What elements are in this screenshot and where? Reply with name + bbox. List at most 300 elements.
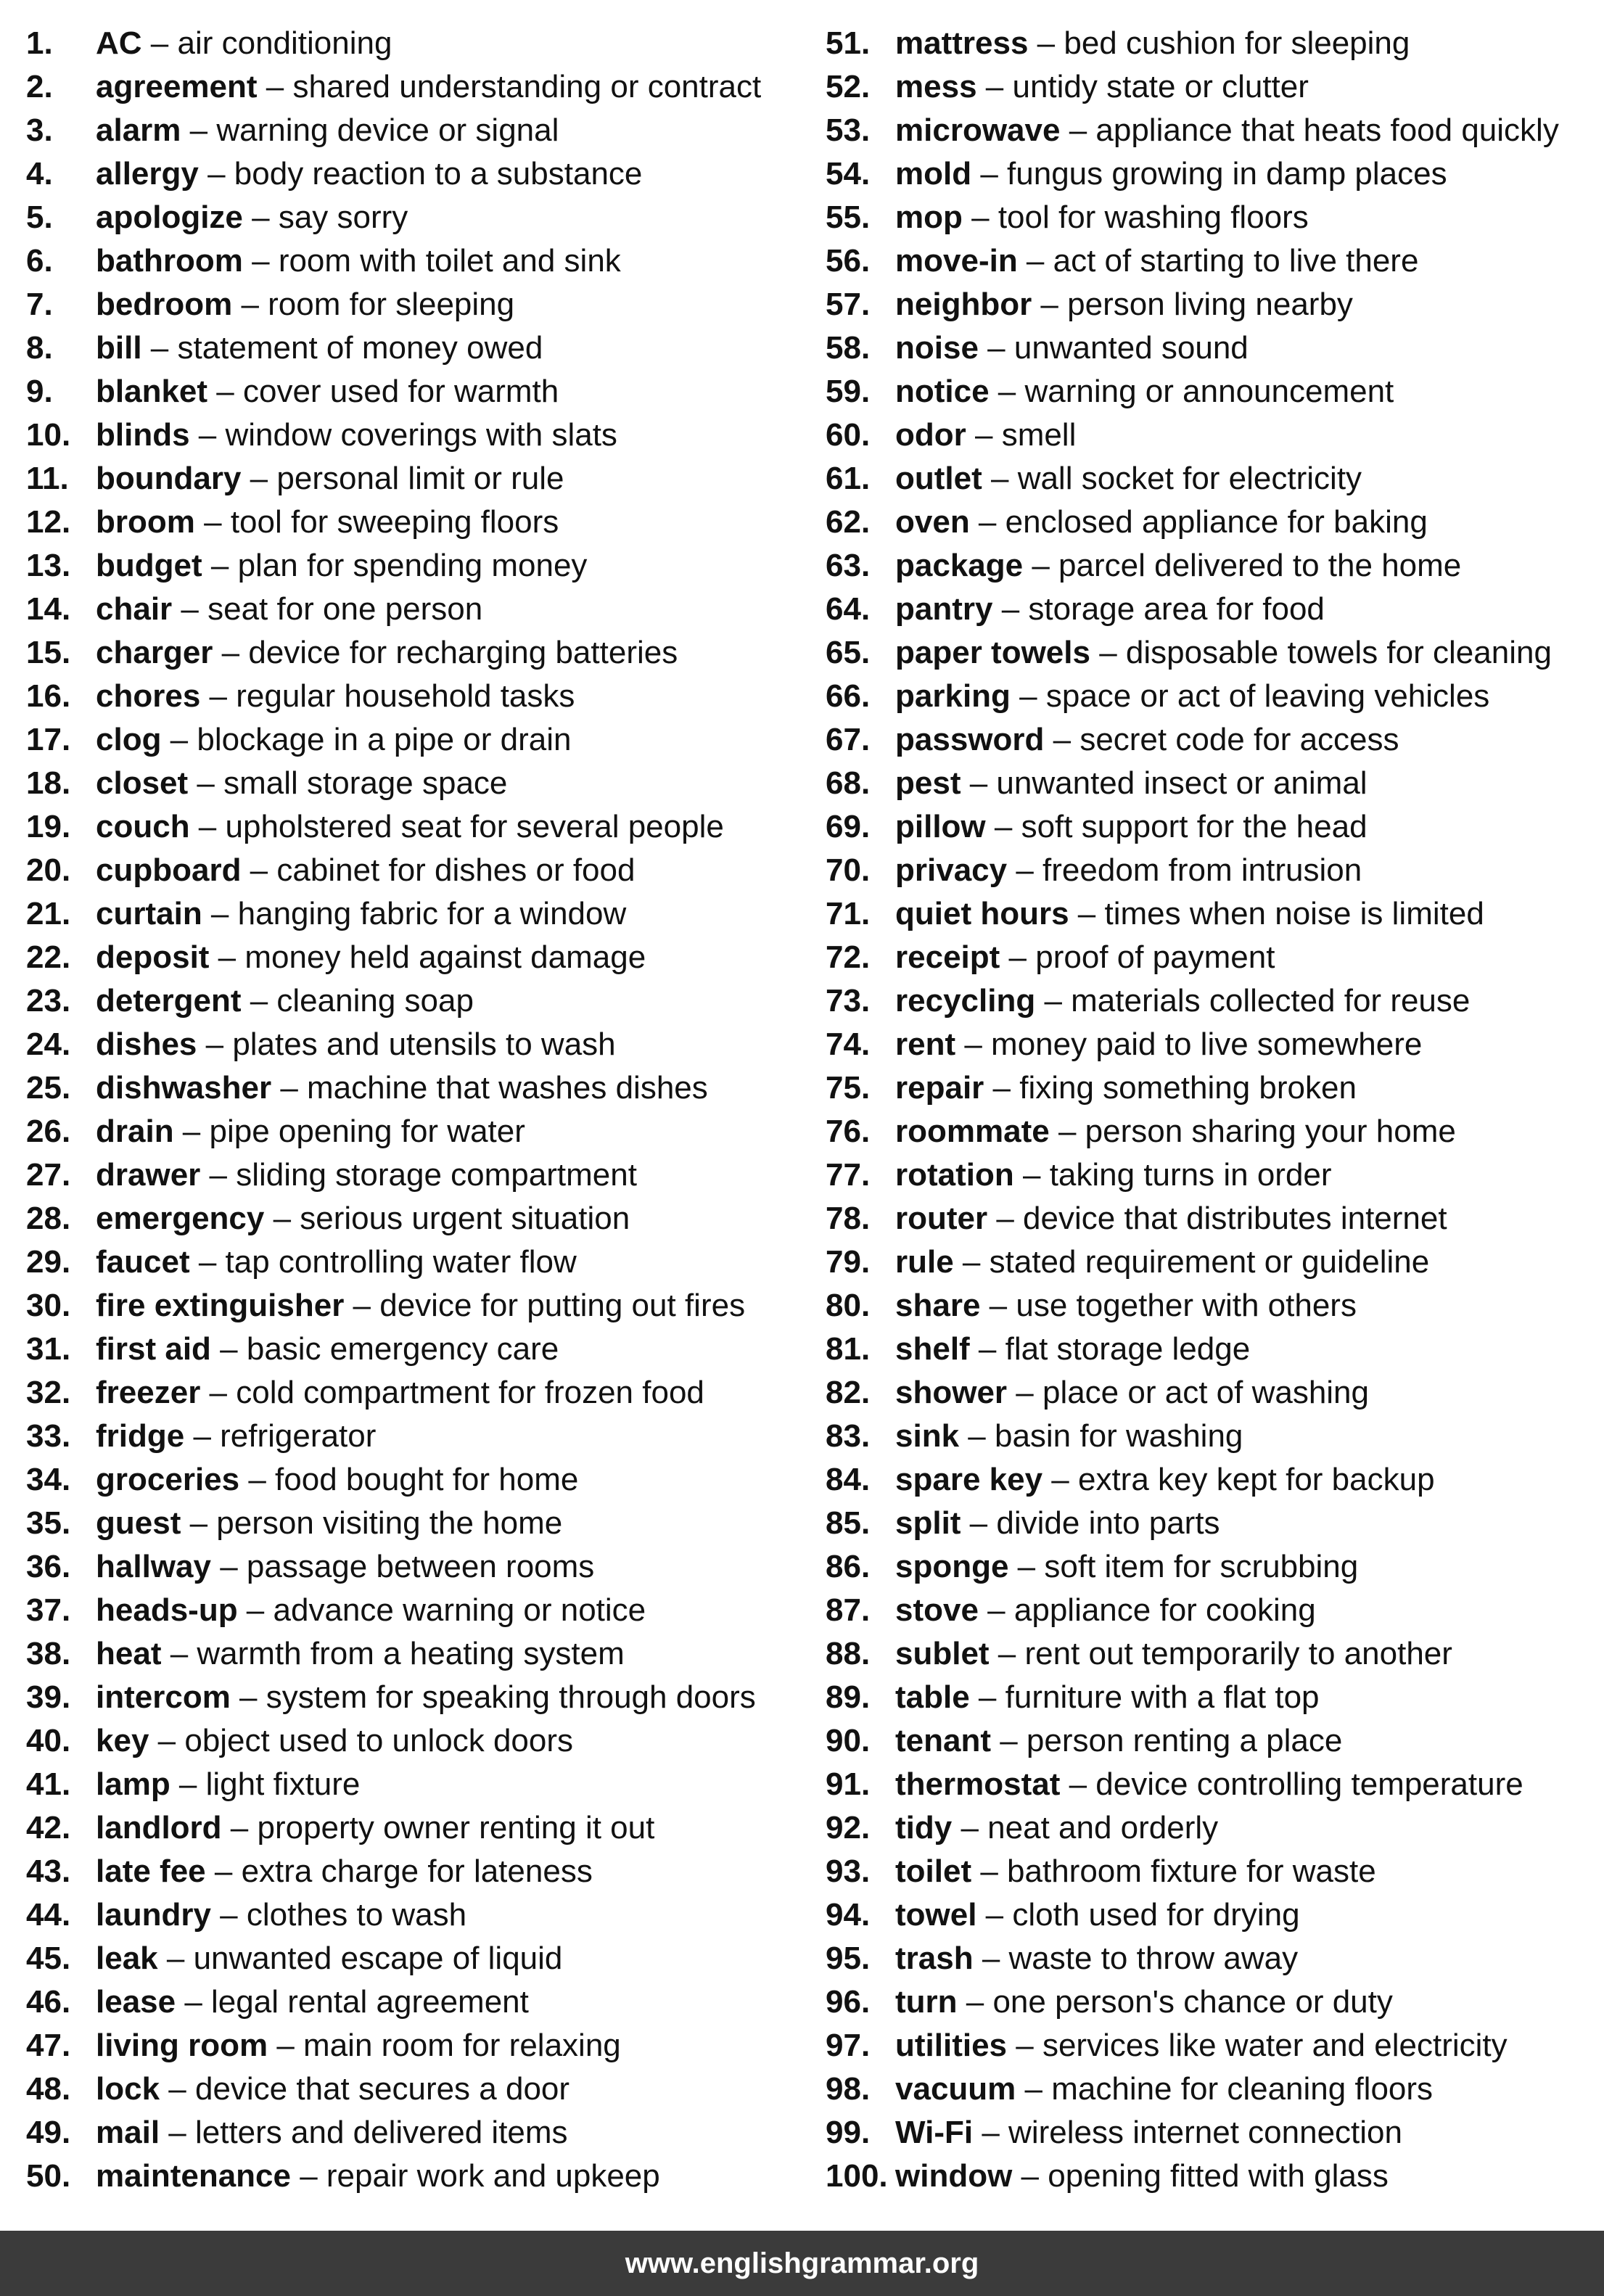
list-item <box>826 2111 1604 2155</box>
item-number: 69. <box>826 809 871 844</box>
item-definition: parcel delivered to the home <box>1058 548 1462 583</box>
item-text <box>895 2158 1389 2194</box>
item-number: 7. <box>26 287 53 322</box>
item-term: chair <box>96 591 173 627</box>
item-text <box>895 69 1309 104</box>
list-item <box>26 501 810 544</box>
item-term: shelf <box>895 1331 970 1367</box>
item-term: deposit <box>96 939 210 975</box>
item-text <box>895 548 1461 583</box>
item-number: 80. <box>826 1288 871 1323</box>
item-text <box>895 765 1367 801</box>
item-definition: body reaction to a substance <box>234 156 643 192</box>
item-separator: – <box>976 69 1013 104</box>
item-separator: – <box>200 678 237 714</box>
item-number: 3. <box>26 112 53 148</box>
item-text <box>895 243 1418 279</box>
list-item <box>826 979 1604 1023</box>
list-item <box>826 1763 1604 1806</box>
list-item <box>26 109 810 152</box>
item-number: 96. <box>826 1984 871 2020</box>
list-item <box>26 22 810 65</box>
item-number: 40. <box>26 1723 71 1758</box>
item-term: oven <box>895 504 970 540</box>
item-text <box>895 852 1362 888</box>
item-separator: – <box>157 1941 194 1976</box>
item-separator: – <box>1035 983 1072 1019</box>
item-definition: sliding storage compartment <box>236 1157 637 1193</box>
item-term: sublet <box>895 1636 990 1671</box>
item-term: key <box>96 1723 149 1758</box>
list-item <box>26 457 810 501</box>
item-separator: – <box>1017 243 1053 279</box>
item-separator: – <box>1007 1375 1042 1410</box>
list-item <box>826 1676 1604 1719</box>
item-term: lock <box>96 2071 160 2107</box>
item-number: 1. <box>26 25 53 61</box>
item-text <box>96 983 474 1019</box>
item-definition: advance warning or notice <box>273 1592 646 1628</box>
item-separator: – <box>202 896 238 931</box>
footer-url[interactable]: www.englishgrammar.org <box>625 2247 979 2279</box>
list-item <box>26 588 810 631</box>
item-definition: tap controlling water flow <box>225 1244 577 1280</box>
item-term: charger <box>96 635 213 670</box>
item-definition: say sorry <box>278 199 408 235</box>
item-text <box>895 809 1367 844</box>
item-number: 88. <box>826 1636 871 1671</box>
item-separator: – <box>239 1462 276 1497</box>
item-text <box>895 199 1309 235</box>
item-text <box>96 25 392 61</box>
item-term: apologize <box>96 199 243 235</box>
item-text <box>96 374 559 409</box>
item-separator: – <box>1044 722 1080 757</box>
footer-bar <box>0 2231 1604 2296</box>
item-separator: – <box>198 156 234 192</box>
item-number: 44. <box>26 1897 71 1933</box>
list-item <box>826 849 1604 892</box>
item-definition: furniture with a flat top <box>1005 1679 1320 1715</box>
item-text <box>895 591 1325 627</box>
item-text <box>895 2028 1508 2063</box>
item-number: 46. <box>26 1984 71 2020</box>
item-term: living room <box>96 2028 268 2063</box>
list-item <box>826 718 1604 762</box>
item-separator: – <box>210 1897 247 1933</box>
list-item <box>826 1023 1604 1066</box>
list-item <box>826 1806 1604 1850</box>
item-separator: – <box>1007 852 1043 888</box>
list-item <box>826 2155 1604 2198</box>
item-separator: – <box>237 1592 273 1628</box>
list-item <box>26 2111 810 2155</box>
item-definition: disposable towels for cleaning <box>1125 635 1552 670</box>
item-text <box>895 1723 1342 1758</box>
item-number: 6. <box>26 243 53 279</box>
item-number: 68. <box>826 765 871 801</box>
item-term: paper towels <box>895 635 1090 670</box>
item-definition: letters and delivered items <box>194 2115 568 2150</box>
item-separator: – <box>161 722 197 757</box>
item-text <box>895 896 1484 931</box>
item-term: microwave <box>895 112 1061 148</box>
item-term: clog <box>96 722 162 757</box>
list-item <box>26 936 810 979</box>
item-separator: – <box>978 1592 1014 1628</box>
item-text <box>895 374 1394 409</box>
item-separator: – <box>955 1026 992 1062</box>
item-term: pantry <box>895 591 993 627</box>
item-term: couch <box>96 809 190 844</box>
item-separator: – <box>1023 548 1059 583</box>
item-term: stove <box>895 1592 979 1628</box>
item-term: fire extinguisher <box>96 1288 345 1323</box>
item-number: 37. <box>26 1592 71 1628</box>
item-number: 83. <box>826 1418 871 1454</box>
item-separator: – <box>985 809 1021 844</box>
item-text <box>96 809 724 844</box>
item-definition: device for putting out fires <box>379 1288 746 1323</box>
item-text <box>895 1070 1357 1106</box>
item-definition: passage between rooms <box>246 1549 595 1584</box>
item-definition: money paid to live somewhere <box>991 1026 1423 1062</box>
item-term: curtain <box>96 896 202 931</box>
item-definition: divide into parts <box>996 1505 1220 1541</box>
item-text <box>96 1984 529 2020</box>
item-term: tenant <box>895 1723 991 1758</box>
item-number: 9. <box>26 374 53 409</box>
list-item <box>26 2155 810 2198</box>
item-definition: wall socket for electricity <box>1017 461 1362 496</box>
item-term: bedroom <box>96 287 233 322</box>
item-text <box>96 1026 616 1062</box>
item-number: 91. <box>826 1766 871 1802</box>
item-definition: fixing something broken <box>1019 1070 1357 1106</box>
item-text <box>895 504 1428 540</box>
list-item <box>826 936 1604 979</box>
item-term: tidy <box>895 1810 953 1846</box>
item-number: 33. <box>26 1418 71 1454</box>
list-item <box>26 196 810 239</box>
item-definition: warning or announcement <box>1024 374 1394 409</box>
item-definition: flat storage ledge <box>1005 1331 1251 1367</box>
item-term: chores <box>96 678 201 714</box>
item-text <box>895 1679 1320 1715</box>
list-item <box>26 283 810 326</box>
item-definition: warmth from a heating system <box>197 1636 625 1671</box>
item-definition: device controlling temperature <box>1095 1766 1523 1802</box>
list-item <box>826 675 1604 718</box>
item-text <box>96 417 617 453</box>
item-term: vacuum <box>895 2071 1016 2107</box>
item-number: 98. <box>826 2071 871 2107</box>
item-definition: shared understanding or contract <box>292 69 762 104</box>
list-item <box>826 2024 1604 2067</box>
item-definition: blockage in a pipe or drain <box>197 722 572 757</box>
item-separator: – <box>1090 635 1126 670</box>
item-number: 23. <box>26 983 71 1019</box>
item-number: 4. <box>26 156 53 192</box>
item-term: rotation <box>895 1157 1014 1193</box>
item-text <box>96 1418 376 1454</box>
item-number: 73. <box>826 983 871 1019</box>
item-term: AC <box>96 25 142 61</box>
list-item <box>26 892 810 936</box>
item-number: 74. <box>826 1026 871 1062</box>
item-term: mattress <box>895 25 1029 61</box>
item-separator: – <box>1007 2028 1042 2063</box>
item-text <box>96 678 575 714</box>
item-text <box>895 635 1552 670</box>
item-separator: – <box>1069 896 1105 931</box>
item-definition: device that distributes internet <box>1023 1201 1447 1236</box>
list-item <box>826 1153 1604 1197</box>
item-definition: secret code for access <box>1079 722 1399 757</box>
item-text <box>96 1592 646 1628</box>
item-separator: – <box>991 1723 1027 1758</box>
item-definition: main room for relaxing <box>303 2028 621 2063</box>
list-item <box>26 1937 810 1980</box>
item-number: 53. <box>826 112 871 148</box>
item-number: 85. <box>826 1505 871 1541</box>
list-item <box>826 370 1604 413</box>
item-term: drawer <box>96 1157 201 1193</box>
item-definition: person living nearby <box>1067 287 1353 322</box>
list-item <box>26 1763 810 1806</box>
item-definition: device that secures a door <box>194 2071 570 2107</box>
list-item <box>26 1719 810 1763</box>
item-separator: – <box>978 330 1014 366</box>
item-text <box>895 1984 1393 2020</box>
item-term: freezer <box>96 1375 201 1410</box>
item-term: groceries <box>96 1462 240 1497</box>
item-definition: room for sleeping <box>268 287 515 322</box>
item-separator: – <box>176 1984 212 2020</box>
item-term: dishes <box>96 1026 197 1062</box>
item-text <box>96 1288 745 1323</box>
item-definition: storage area for food <box>1028 591 1325 627</box>
item-definition: act of starting to live there <box>1053 243 1419 279</box>
item-number: 77. <box>826 1157 871 1193</box>
list-item <box>826 1937 1604 1980</box>
list-item <box>26 718 810 762</box>
item-text <box>96 1549 594 1584</box>
list-item <box>26 762 810 805</box>
list-item <box>826 631 1604 675</box>
item-text <box>96 243 621 279</box>
item-term: first aid <box>96 1331 211 1367</box>
list-item <box>26 1153 810 1197</box>
list-item <box>26 1328 810 1371</box>
item-number: 16. <box>26 678 71 714</box>
item-text <box>96 1679 756 1715</box>
item-number: 26. <box>26 1114 71 1149</box>
item-term: sink <box>895 1418 960 1454</box>
item-number: 12. <box>26 504 71 540</box>
item-separator: – <box>189 1244 226 1280</box>
item-term: emergency <box>96 1201 265 1236</box>
item-text <box>96 1897 466 1933</box>
item-separator: – <box>184 1418 221 1454</box>
item-separator: – <box>1032 287 1068 322</box>
item-term: neighbor <box>895 287 1032 322</box>
list-item <box>826 152 1604 196</box>
list-item <box>26 1197 810 1240</box>
item-definition: unwanted insect or animal <box>996 765 1367 801</box>
item-separator: – <box>1042 1462 1078 1497</box>
item-definition: neat and orderly <box>987 1810 1219 1846</box>
item-number: 72. <box>826 939 871 975</box>
item-text <box>96 112 559 148</box>
item-number: 89. <box>826 1679 871 1715</box>
item-definition: use together with others <box>1016 1288 1357 1323</box>
item-definition: food bought for home <box>275 1462 579 1497</box>
item-term: utilities <box>895 2028 1008 2063</box>
item-term: bill <box>96 330 142 366</box>
list-item <box>26 1676 810 1719</box>
item-definition: window coverings with slats <box>225 417 617 453</box>
item-text <box>96 635 678 670</box>
item-term: drain <box>96 1114 174 1149</box>
item-text <box>96 1157 637 1193</box>
item-text <box>96 1941 562 1976</box>
item-text <box>895 1288 1357 1323</box>
item-term: guest <box>96 1505 181 1541</box>
item-number: 79. <box>826 1244 871 1280</box>
item-number: 95. <box>826 1941 871 1976</box>
item-text <box>96 1070 708 1106</box>
item-definition: basic emergency care <box>246 1331 559 1367</box>
item-number: 78. <box>826 1201 871 1236</box>
item-number: 17. <box>26 722 71 757</box>
list-item <box>26 370 810 413</box>
item-text <box>895 1114 1456 1149</box>
item-separator: – <box>982 461 1018 496</box>
list-item <box>826 544 1604 588</box>
item-separator: – <box>984 1070 1020 1106</box>
item-text <box>96 1201 630 1236</box>
item-term: outlet <box>895 461 982 496</box>
item-separator: – <box>1049 1114 1085 1149</box>
item-definition: freedom from intrusion <box>1042 852 1362 888</box>
list-item <box>826 1240 1604 1284</box>
item-text <box>895 287 1353 322</box>
item-definition: repair work and upkeep <box>326 2158 660 2194</box>
item-number: 8. <box>26 330 53 366</box>
item-number: 63. <box>826 548 871 583</box>
item-separator: – <box>257 69 293 104</box>
item-separator: – <box>271 1070 308 1106</box>
list-item <box>826 1545 1604 1589</box>
item-separator: – <box>210 1549 247 1584</box>
item-definition: cover used for warmth <box>242 374 559 409</box>
item-separator: – <box>160 2115 195 2150</box>
item-number: 67. <box>826 722 871 757</box>
item-number: 11. <box>26 461 69 496</box>
item-text <box>96 1636 625 1671</box>
list-item <box>826 762 1604 805</box>
list-item <box>826 1589 1604 1632</box>
item-number: 55. <box>826 199 871 235</box>
item-text <box>96 591 482 627</box>
left-column <box>26 22 810 2198</box>
list-item <box>26 1806 810 1850</box>
item-text <box>895 1853 1376 1889</box>
item-number: 93. <box>826 1853 871 1889</box>
item-text <box>96 1331 559 1367</box>
item-separator: – <box>268 2028 304 2063</box>
list-item <box>26 1980 810 2024</box>
item-term: mail <box>96 2115 160 2150</box>
item-definition: property owner renting it out <box>257 1810 655 1846</box>
list-item <box>826 1415 1604 1458</box>
item-definition: plan for spending money <box>237 548 588 583</box>
item-definition: small storage space <box>223 765 508 801</box>
item-term: table <box>895 1679 970 1715</box>
item-definition: air conditioning <box>177 25 392 61</box>
item-number: 71. <box>826 896 871 931</box>
item-number: 75. <box>826 1070 871 1106</box>
item-term: boundary <box>96 461 242 496</box>
item-separator: – <box>181 112 217 148</box>
item-number: 15. <box>26 635 71 670</box>
item-separator: – <box>344 1288 380 1323</box>
list-item <box>826 1328 1604 1371</box>
item-definition: object used to unlock doors <box>184 1723 574 1758</box>
item-number: 21. <box>26 896 71 931</box>
item-definition: clothes to wash <box>246 1897 467 1933</box>
list-item <box>26 1023 810 1066</box>
list-item <box>26 1066 810 1110</box>
item-text <box>96 2071 569 2107</box>
item-term: mold <box>895 156 972 192</box>
item-definition: person visiting the home <box>216 1505 563 1541</box>
item-text <box>895 1375 1369 1410</box>
item-number: 87. <box>826 1592 871 1628</box>
item-separator: – <box>210 1331 247 1367</box>
item-term: move-in <box>895 243 1018 279</box>
item-term: odor <box>895 417 966 453</box>
item-definition: refrigerator <box>220 1418 377 1454</box>
item-separator: – <box>207 374 243 409</box>
item-number: 25. <box>26 1070 71 1106</box>
item-definition: unwanted sound <box>1013 330 1249 366</box>
item-term: rent <box>895 1026 956 1062</box>
item-number: 42. <box>26 1810 71 1846</box>
item-separator: – <box>1000 939 1036 975</box>
item-text <box>96 1810 654 1846</box>
item-term: maintenance <box>96 2158 291 2194</box>
item-term: cupboard <box>96 852 242 888</box>
item-term: quiet hours <box>895 896 1069 931</box>
item-separator: – <box>1060 112 1096 148</box>
item-separator: – <box>149 1723 185 1758</box>
item-term: pest <box>895 765 961 801</box>
item-definition: materials collected for reuse <box>1071 983 1471 1019</box>
list-item <box>26 544 810 588</box>
item-definition: money held against damage <box>244 939 646 975</box>
item-definition: one person's chance or duty <box>992 1984 1393 2020</box>
item-term: landlord <box>96 1810 222 1846</box>
item-text <box>96 852 635 888</box>
item-separator: – <box>1013 1157 1050 1193</box>
item-definition: soft support for the head <box>1021 809 1367 844</box>
list-item <box>826 283 1604 326</box>
item-separator: – <box>959 1418 995 1454</box>
right-column <box>826 22 1604 2198</box>
item-number: 50. <box>26 2158 71 2194</box>
